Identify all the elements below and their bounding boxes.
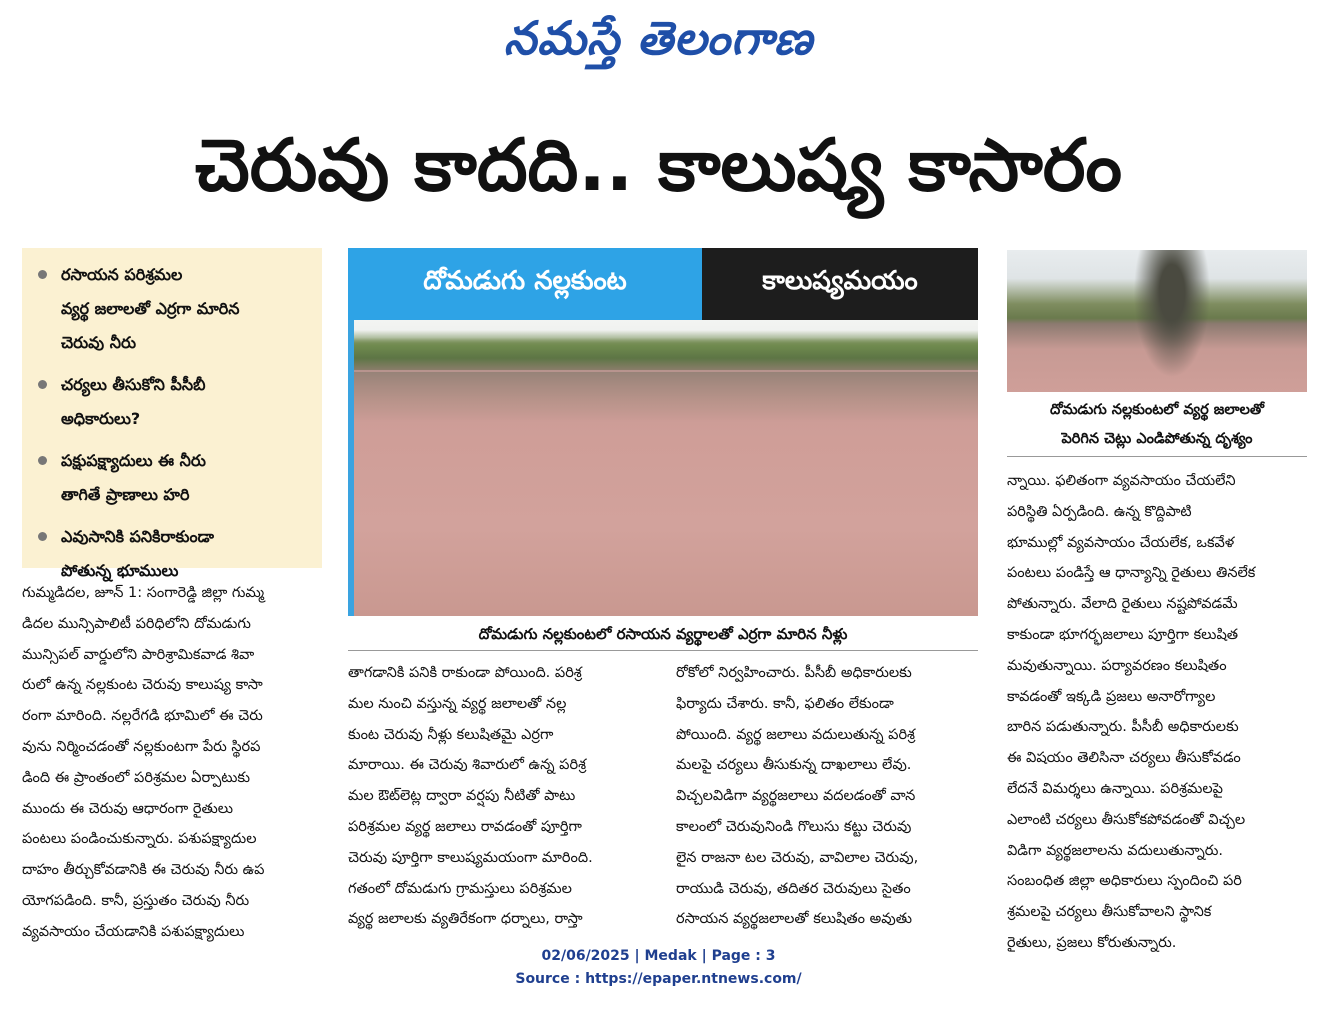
article-line: శ్రమలపై చర్యలు తీసుకోవాలని స్థానిక [1007,904,1212,921]
highlight-line: తాగితే ప్రాణాలు హరి [61,485,190,504]
footer-source-line: Source : https://epaper.ntnews.com/ [515,971,802,987]
highlights-box [22,248,322,580]
article-line: వ్యవసాయం చేయడానికి పశుపక్ష్యాదులు [22,923,245,940]
article-line: డింది ఈ ప్రాంతంలో పరిశ్రమల ఏర్పాటుకు [22,769,251,786]
bullet-icon [38,270,47,279]
article-line: రైతులు, ప్రజలు కోరుతున్నారు. [1007,934,1177,951]
article-column-4 [1007,466,1307,959]
article-column-3 [676,658,978,935]
side-photo-caption [1007,396,1307,454]
article-line: రసాయన వ్యర్థజలాలతో కలుషితం అవుతు [676,911,913,928]
article-line: రాయుడి చెరువు, తదితర చెరువులు సైతం [676,880,911,897]
article-line: మవుతున్నాయి. పర్యావరణం కలుషితం [1007,657,1227,674]
divider [1007,456,1307,457]
highlight-line: చెరువు నీరు [61,333,136,352]
article-line: పరిశ్రమల వ్యర్థ జలాలు రావడంతో పూర్తిగా [348,818,582,835]
article-line: ఈ విషయం తెలిసినా చర్యలు తీసుకోవడం [1007,750,1241,767]
headline: చెరువు కాదది.. కాలుష్య కాసారం [195,123,1122,207]
highlight-item [34,368,314,436]
article-line: లేదనే విమర్శలు ఉన్నాయి. పరిశ్రమలపై [1007,780,1223,797]
article-line: ముందు ఈ చెరువు ఆధారంగా రైతులు [22,800,234,817]
article-line: విడిగా వ్యర్థజలాలను వదులుతున్నారు. [1007,842,1224,859]
article-line: మారాయి. ఈ చెరువు శివారులో ఉన్న పరిశ్ర [348,757,587,774]
article-line: పరిస్థితి ఏర్పడింది. ఉన్న కొద్దిపాటి [1007,503,1192,520]
article-line: కావడంతో ఇక్కడి ప్రజలు అనారోగ్యాల [1007,688,1216,705]
article-column-2 [348,658,650,935]
article-line: న్నాయి. ఫలితంగా వ్యవసాయం చేయలేని [1007,473,1236,489]
article-line: కాలంలో చెరువునిండి గొలుసు కట్టు చెరువు [676,818,912,835]
side-caption-line: దోమడుగు నల్లకుంటలో వ్యర్థ జలాలతో [1049,402,1265,418]
article-line: గుమ్మడిదల, జూన్ 1: సంగారెడ్డి జిల్లా గుమ్మ [22,585,265,601]
highlight-item [34,258,314,360]
highlight-line: చర్యలు తీసుకోని పీసీబీ [61,375,206,394]
article-line: ఫిర్యాదు చేశారు. కానీ, ఫలితం లేకుండా [676,695,894,712]
highlight-line: రసాయన పరిశ్రమల [61,265,183,284]
article-line: పంటలు పండిస్తే ఆ ధాన్యాన్ని రైతులు తినలేక [1007,565,1256,582]
banner-left: దోమడుగు నల్లకుంట [348,248,702,320]
article-line: గతంలో దోమడుగు గ్రామస్తులు పరిశ్రమల [348,880,572,897]
article-line: కుంట చెరువు నీళ్లు కలుషితమై ఎర్రగా [348,726,554,743]
main-photo-caption: దోమడుగు నల్లకుంటలో రసాయన వ్యర్థాలతో ఎర్రగా మారిన నీళ్లు [478,625,848,643]
article-line: రోకోలో నిర్వహించారు. పీసీబీ అధికారులకు [676,665,912,681]
article-line: డిదల మున్సిపాలిటీ పరిధిలోని దోమడుగు [22,615,251,632]
article-line: పోతున్నారు. వేలాది రైతులు నష్టపోవడమే [1007,596,1238,613]
article-line: సంబంధిత జిల్లా అధికారులు స్పందించి పరి [1007,873,1242,890]
article-line: చెరువు పూర్తిగా కాలుష్యమయంగా మారింది. [348,849,593,866]
article-line: విచ్చలవిడిగా వ్యర్థజలాలు వదలడంతో వాన [676,788,916,805]
article-line: మలపై చర్యలు తీసుకున్న దాఖలాలు లేవు. [676,757,912,774]
masthead-logo: నమస్తే తెలంగాణ [503,11,814,65]
article-line: మల నుంచి వస్తున్న వ్యర్థ జలాలతో నల్ల [348,695,567,712]
article-column-1 [22,578,324,948]
footer-date-line: 02/06/2025 | Medak | Page : 3 [541,948,776,964]
article-line: వును నిర్మించడంతో నల్లకుంటగా పేరు స్థిరప [22,738,261,755]
article-line: కాకుండా భూగర్భజలాలు పూర్తిగా కలుషిత [1007,626,1239,643]
highlight-line: అధికారులు? [61,409,141,428]
article-line: మున్సిపల్ వార్డులోని పారిశ్రామికవాడ శివా [22,646,255,663]
article-line: లైన రాజనా టల చెరువు, వావిలాల చెరువు, [676,849,919,866]
highlight-item [34,444,314,512]
bullet-icon [38,456,47,465]
side-caption-line: పెరిగిన చెట్లు ఎండిపోతున్న దృశ్యం [1061,431,1253,447]
article-line: వ్యర్థ జలాలకు వ్యతిరేకంగా ధర్నాలు, రాస్తా [348,911,583,928]
article-line: ఎలాంటి చర్యలు తీసుకోకపోవడంతో విచ్చల [1007,811,1246,828]
article-line: భూముల్లో వ్యవసాయం చేయలేక, ఒకవేళ [1007,534,1235,551]
banner-right: కాలుష్యమయం [702,248,978,320]
bullet-icon [38,380,47,389]
photo-banner [348,248,978,320]
article-line: తాగడానికి పనికి రాకుండా పోయింది. పరిశ్ర [348,665,582,681]
article-line: యోగపడింది. కానీ, ప్రస్తుతం చెరువు నీరు [22,892,250,909]
lake-photo [348,320,978,616]
highlight-line: ఎవుసానికి పనికిరాకుండా [61,527,214,546]
divider [348,650,978,651]
article-line: మల ఔట్‌లెట్ల ద్వారా వర్షపు నీటితో పాటు [348,788,576,805]
dry-tree-photo [1007,250,1307,392]
article-line: బారిన పడుతున్నారు. పీసీబీ అధికారులకు [1007,719,1239,736]
article-line: పంటలు పండించుకున్నారు. పశుపక్ష్యాదుల [22,831,257,848]
article-line: దాహం తీర్చుకోవడానికి ఈ చెరువు నీరు ఉప [22,862,265,879]
highlight-line: వ్యర్థ జలాలతో ఎర్రగా మారిన [61,299,240,318]
bullet-icon [38,532,47,541]
highlight-line: పక్షుపక్ష్యాదులు ఈ నీరు [61,451,206,470]
page-footer [0,945,1317,991]
article-line: పోయింది. వ్యర్థ జలాలు వదులుతున్న పరిశ్ర [676,726,916,743]
highlight-line: పోతున్న భూములు [61,561,179,580]
article-line: రంగా మారింది. నల్లరేగడి భూమిలో ఈ చెరు [22,708,263,725]
article-line: రులో ఉన్న నల్లకుంట చెరువు కాలుష్య కాసా [22,677,263,694]
